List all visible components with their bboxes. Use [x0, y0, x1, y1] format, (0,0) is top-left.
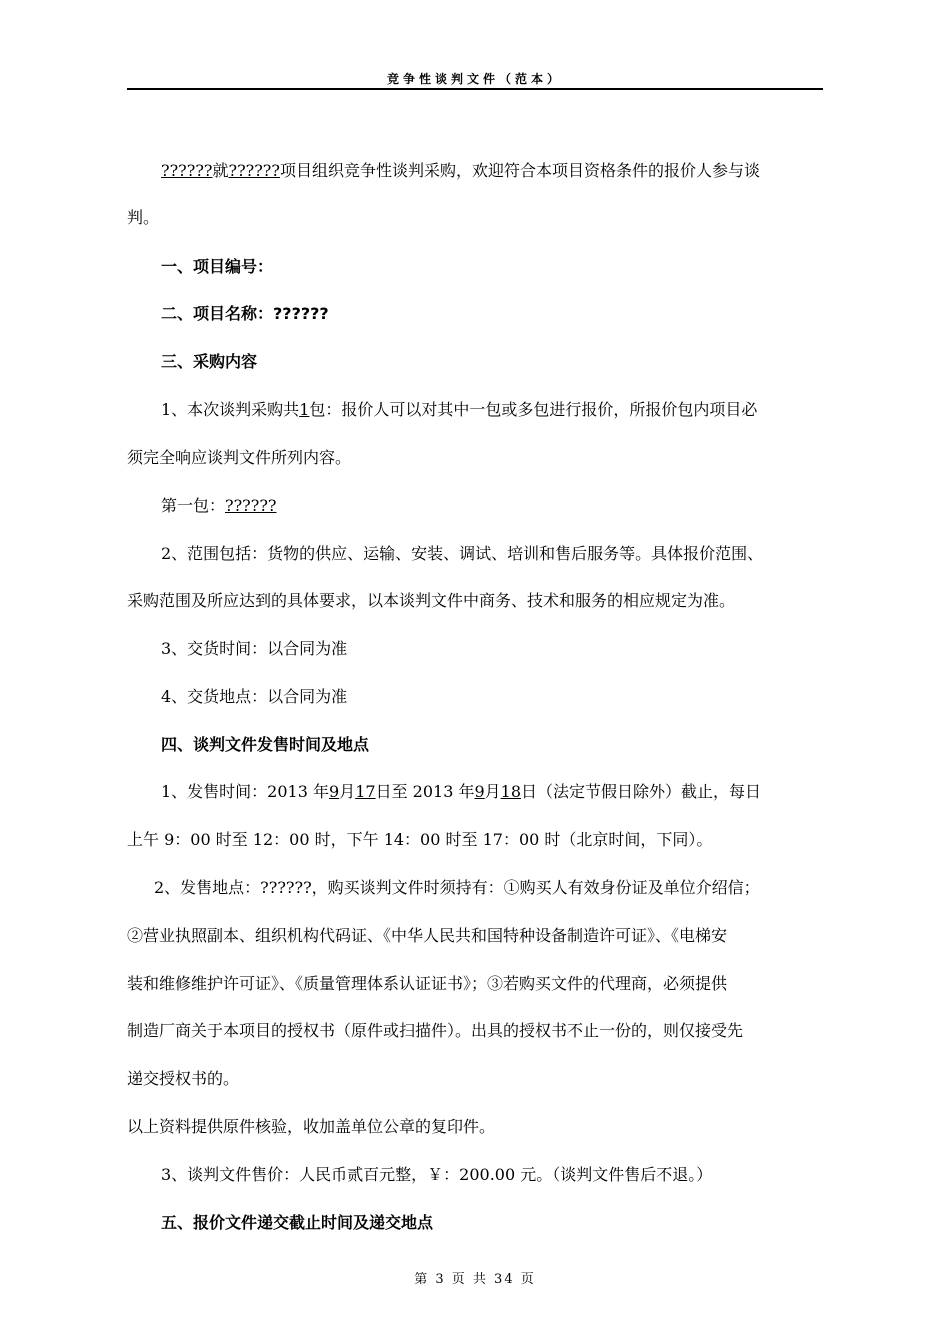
package-label: 第一包： [161, 496, 226, 515]
s3-p1-line-1 [161, 400, 757, 420]
org-placeholder: ?????? [161, 161, 213, 180]
sale-time-line-2: 上午 9：00 时至 12：00 时，下午 14：00 时至 17：00 时（北京时间，下同）。 [127, 830, 713, 849]
page-footer: 第 3 页 共 34 页 [414, 1272, 536, 1287]
section-5-heading: 五、报价文件递交截止时间及递交地点 [161, 1213, 434, 1232]
running-header: 竞争性谈判文件（范本） [386, 72, 563, 86]
s3-p1-b: 包：报价人可以对其中一包或多包进行报价，所报价包内项目必 [309, 400, 758, 419]
sale-location-line-1: 2、发售地点：??????，购买谈判文件时须持有：①购买人有效身份证及单位介绍信； [154, 878, 760, 897]
sale-time-c: 日至 2013 年 [375, 782, 475, 801]
sale-time-e: 日（法定节假日除外）截止，每日 [521, 782, 762, 801]
section-3-heading: 三、采购内容 [161, 352, 258, 371]
intro-mid: 就 [212, 161, 229, 180]
section-1-heading: 一、项目编号： [161, 257, 274, 276]
sale-time-a: 1、发售时间：2013 年 [161, 782, 329, 801]
s3-p3: 3、交货时间：以合同为准 [161, 639, 348, 658]
s3-p1-a: 1、本次谈判采购共 [161, 400, 300, 419]
document-price: 3、谈判文件售价：人民币贰百元整，￥：200.00 元。（谈判文件售后不退。） [161, 1165, 713, 1184]
sale-time-d: 月 [484, 782, 501, 801]
intro-line-2: 判。 [127, 208, 160, 227]
sale-location-line-4: 制造厂商关于本项目的授权书（原件或扫描件）。出具的授权书不止一份的，则仅接受先 [127, 1021, 744, 1040]
sale-time-b: 月 [339, 782, 356, 801]
section-4-heading: 四、谈判文件发售时间及地点 [161, 735, 370, 754]
sale-location-line-2: ②营业执照副本、组织机构代码证、《中华人民共和国特种设备制造许可证》、《电梯安 [127, 926, 728, 945]
s3-p4: 4、交货地点：以合同为准 [161, 687, 348, 706]
sale-month-1: 9 [329, 782, 340, 801]
s3-p2-line-1: 2、范围包括：货物的供应、运输、安装、调试、培训和售后服务等。具体报价范围、 [161, 544, 764, 563]
sale-month-2: 9 [474, 782, 485, 801]
package-value: ?????? [225, 496, 277, 515]
sale-day-1: 17 [355, 782, 376, 801]
s3-p1-line-2: 须完全响应谈判文件所列内容。 [127, 448, 352, 467]
sale-location-line-5: 递交授权书的。 [127, 1069, 240, 1088]
section-2-heading: 二、项目名称：?????? [161, 304, 329, 323]
header-rule [127, 88, 823, 90]
project-placeholder: ?????? [228, 161, 280, 180]
intro-text: 项目组织竞争性谈判采购，欢迎符合本项目资格条件的报价人参与谈 [279, 161, 760, 180]
sale-location-line-6: 以上资料提供原件核验，收加盖单位公章的复印件。 [127, 1117, 496, 1136]
sale-location-line-3: 装和维修维护许可证》、《质量管理体系认证证书》；③若购买文件的代理商，必须提供 [127, 974, 728, 993]
sale-time-line-1 [161, 782, 761, 802]
s3-p2-line-2: 采购范围及所应达到的具体要求，以本谈判文件中商务、技术和服务的相应规定为准。 [127, 591, 736, 610]
package-1-line [161, 496, 276, 516]
sale-day-2: 18 [500, 782, 522, 801]
intro-line-1 [161, 161, 760, 181]
package-count: 1 [299, 400, 310, 419]
